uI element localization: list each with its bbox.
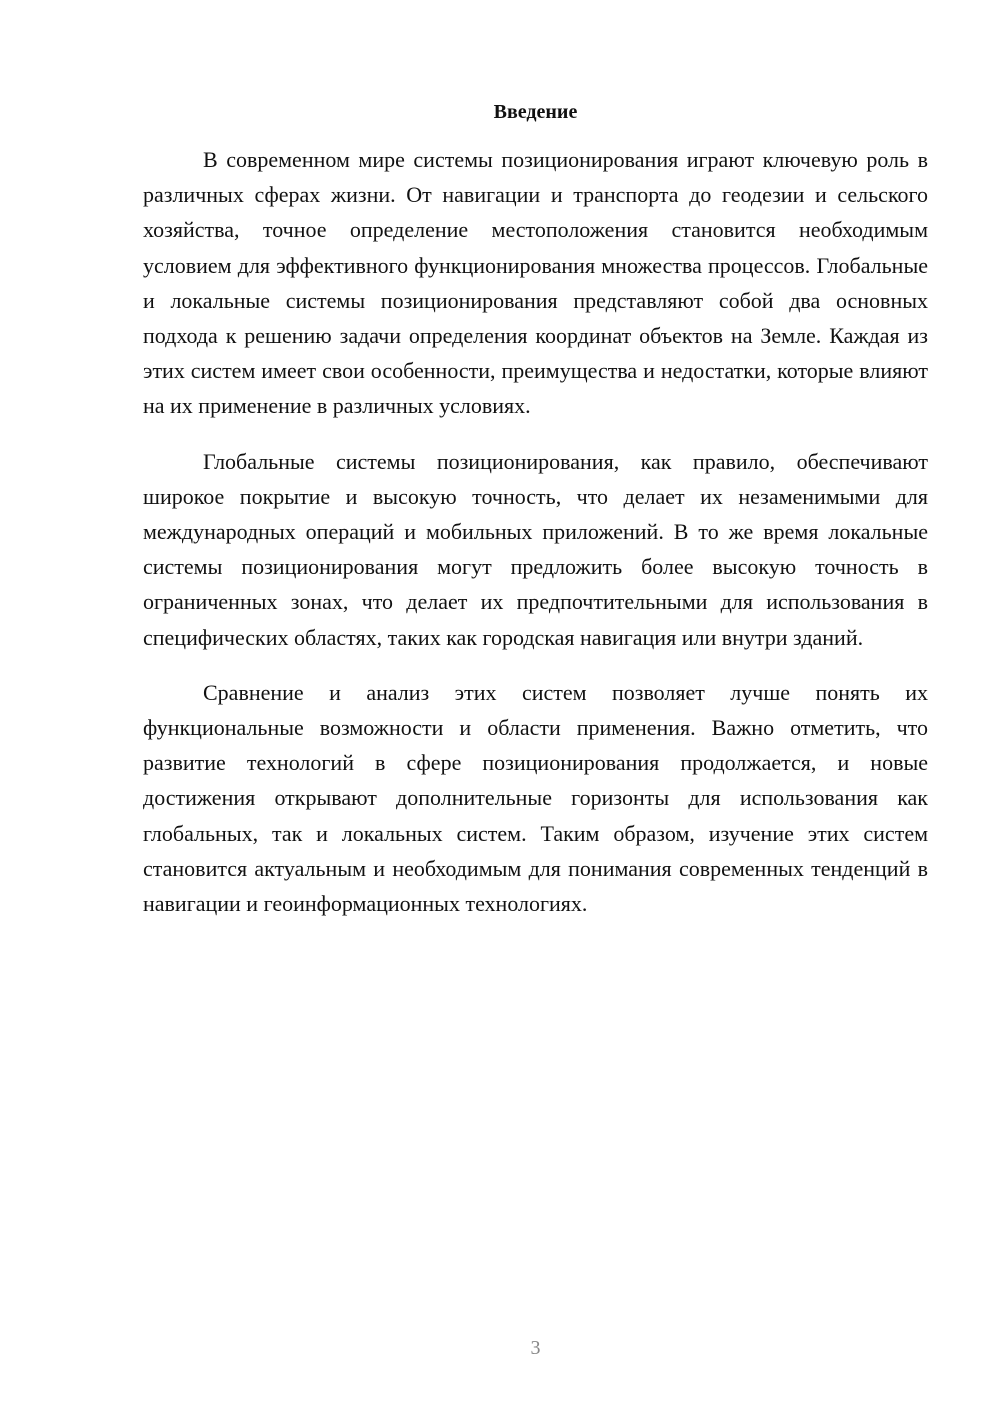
paragraph-2: Глобальные системы позиционирования, как правило, обеспечивают широкое покрытие и высокую точность, что делает их незаменимыми для международных операций и мобильных приложений. В то же время локальные системы позиционирования могут предложить более высокую точность в ограниченных зонах, что делает их предпочтительными для использования в специфических областях, таких как городская навигация или внутри зданий. bbox=[143, 448, 928, 650]
paragraph-3: Сравнение и анализ этих систем позволяет лучше понять их функциональные возможности и области применения. Важно отметить, что развитие технологий в сфере позиционирования продолжается, и новые достижения открывают дополнительные горизонты для использования как глобальных, так и локальных систем. Таким образом, изучение этих систем становится актуальным и необходимым для понимания современных тенденций в навигации и геоинформационных технологиях. bbox=[143, 679, 928, 917]
page-title: Введение bbox=[493, 101, 578, 123]
body-text bbox=[143, 142, 928, 941]
paragraph-1: В современном мире системы позиционирования играют ключевую роль в различных сферах жизни. От навигации и транспорта до геодезии и сельского хозяйства, точное определение местоположения становится необходимым условием для эффективного функционирования множества процессов. Глобальные и локальные системы позиционирования представляют собой два основных подхода к решению задачи определения координат объектов на Земле. Каждая из этих систем имеет свои особенности, преимущества и недостатки, которые влияют на их применение в различных условиях. bbox=[143, 147, 928, 419]
page-number: 3 bbox=[530, 1337, 541, 1359]
